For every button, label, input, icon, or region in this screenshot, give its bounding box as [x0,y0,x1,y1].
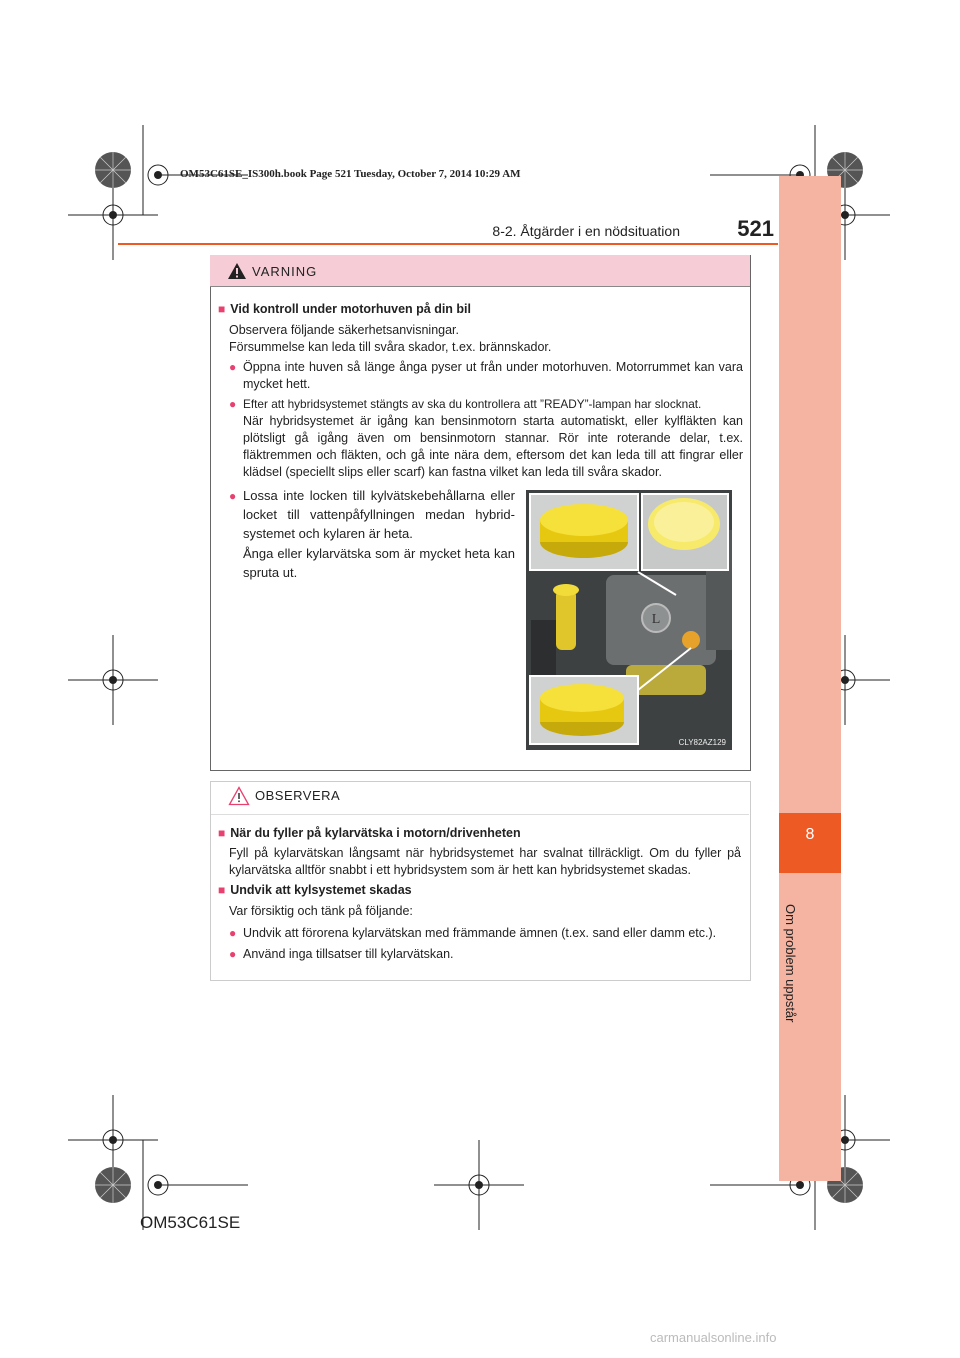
warning-triangle-icon [227,262,247,280]
warning-bullet-1: Öppna inte huven så länge ånga pyser ut från under motorhuven. Motorrummet kan vara mycket hett. [243,360,743,391]
footer-code: OM53C61SE [140,1213,241,1232]
image-code: CLY82AZ129 [678,738,726,747]
warning-intro-2: Försummelse kan leda till svåra skador, t.ex. brännskador. [229,340,552,354]
notice-text-2: Var försiktig och tänk på följande: [229,904,413,918]
bullet-dot-icon: ● [229,397,237,411]
engine-illustration [526,490,732,750]
chapter-number: 8 [805,826,815,843]
chapter-title-vertical [780,904,800,1064]
square-bullet-icon: ■ [218,302,226,316]
bullet-dot-icon: ● [229,360,237,374]
warning-heading: ■ Vid kontroll under motorhuven på din bil [218,302,471,316]
square-bullet-icon: ■ [218,883,226,897]
header-rule [118,243,778,245]
engine-coolant-caps-photo [526,490,732,750]
notice-text-1: Fyll på kylarvätskan långsamt när hybridsystemet har svalnat tillräckligt. Om du fyller på kylarvätska alltför snabbt i ett hybridsystem som är hett kan hybridsystemet skadas. [229,846,741,877]
bullet-dot-icon: ● [229,926,237,940]
chapter-title: Om problem uppstår [783,904,798,1023]
page-number: 521 [737,216,774,241]
svg-text:L: L [651,612,661,627]
notice-bullet-1: Undvik att förorena kylarvätskan med främmande ämnen (t.ex. sand eller damm etc.). [243,926,717,940]
section-title: 8-2. Åtgärder i en nödsituation [492,223,680,239]
notice-heading-2: ■ Undvik att kylsystemet skadas [218,883,412,897]
warning-bullet-2-line1: Efter att hybridsystemet stängts av ska du kontrollera att ”READY”-lampan har slocknat. [243,397,702,411]
notice-heading-1: ■ När du fyller på kylarvätska i motorn/drivenheten [218,826,521,840]
warning-bullet-2: När hybridsystemet är igång kan bensinmotorn starta automatiskt, eller kylfläkten kan plötsligt gå igång även om bensinmotorn stannar. Rör inte roterande delar, t.ex. fläktremmen och fläkten, och gå inte nära dem, eftersom det kan leda till att fingrar eller klädsel (speciellt slips eller scarf) kan fastna vilket kan leda till svåra skador. [243,414,743,479]
bullet-dot-icon: ● [229,489,237,503]
warning-bullet-3: Lossa inte locken till kylvätskebehållarna eller locket till vattenpåfyllningen medan hybridsystemet och kylaren är heta. [243,488,515,541]
caution-triangle-icon [228,786,250,806]
square-bullet-icon: ■ [218,826,226,840]
watermark: carmanualsonline.info [650,1330,777,1345]
print-header: OM53C61SE_IS300h.book Page 521 Tuesday, October 7, 2014 10:29 AM [180,168,521,180]
bullet-dot-icon: ● [229,947,237,961]
warning-intro-1: Observera följande säkerhetsanvisningar. [229,323,459,337]
warning-bullet-3-cont: Ånga eller kylarvätska som är mycket heta kan spruta ut. [243,546,515,580]
notice-header-rule [211,814,749,815]
notice-title: OBSERVERA [255,788,341,803]
notice-bullet-2: Använd inga tillsatser till kylarvätskan. [243,947,454,961]
warning-title: VARNING [252,264,318,279]
